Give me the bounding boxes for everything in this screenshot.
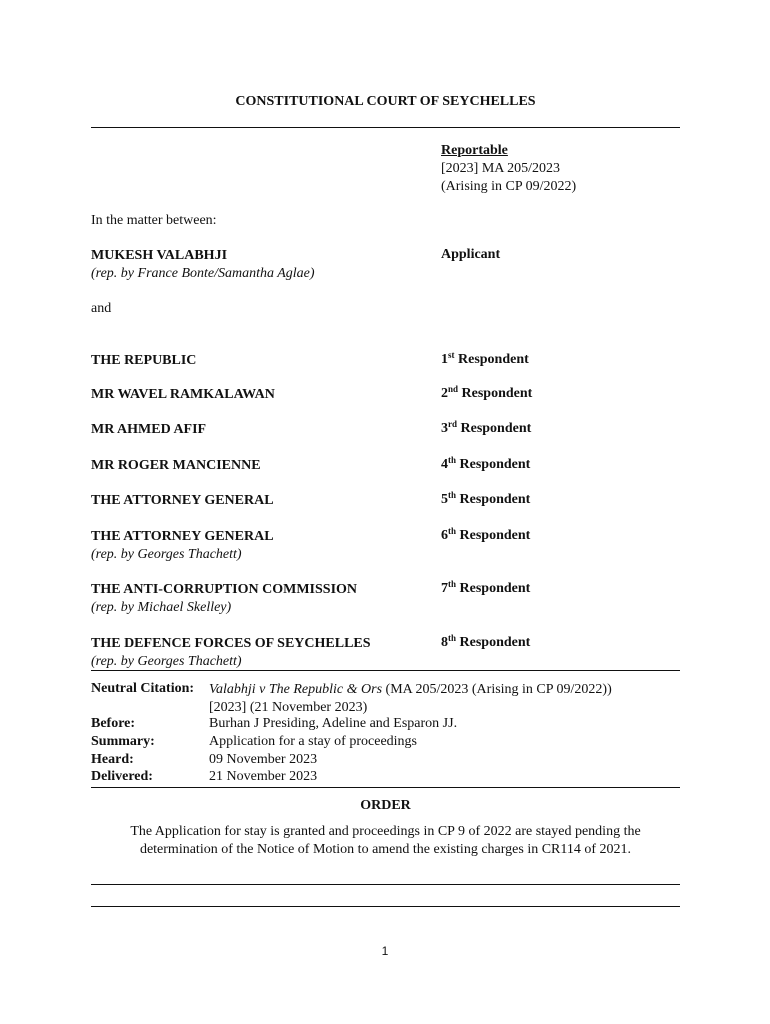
respondent-party xyxy=(91,421,206,439)
heard-label: Heard: xyxy=(91,752,134,767)
respondent-role xyxy=(441,492,530,508)
summary-label: Summary: xyxy=(91,734,155,749)
respondent-role xyxy=(441,352,529,368)
respondent-role-label: Respondent xyxy=(456,581,531,596)
court-title: CONSTITUTIONAL COURT OF SEYCHELLES xyxy=(235,94,536,109)
citation-value xyxy=(209,681,612,717)
respondent-party xyxy=(91,581,357,617)
respondent-party xyxy=(91,635,371,671)
respondent-role xyxy=(441,421,531,437)
reportable-label: Reportable xyxy=(441,143,508,158)
respondent-ordinal-suffix: rd xyxy=(448,419,457,429)
applicant-name: MUKESH VALABHJI xyxy=(91,248,228,263)
respondent-party xyxy=(91,528,274,564)
respondent-ordinal-suffix: th xyxy=(448,633,457,643)
and-separator: and xyxy=(91,301,112,316)
applicant-role: Applicant xyxy=(441,247,501,262)
respondent-ordinal: 5 xyxy=(441,492,448,507)
case-header xyxy=(441,142,576,196)
applicant-block xyxy=(91,247,315,283)
order-heading: ORDER xyxy=(360,798,411,813)
order-line-1: The Application for stay is granted and proceedings in CP 9 of 2022 are stayed pending the xyxy=(130,824,641,839)
order-text xyxy=(91,823,680,859)
case-number: [2023] MA 205/2023 xyxy=(441,161,560,176)
respondent-role-label: Respondent xyxy=(456,492,531,507)
respondent-ordinal: 2 xyxy=(441,386,448,401)
respondent-ordinal-suffix: th xyxy=(448,526,457,536)
heard-value: 09 November 2023 xyxy=(209,752,318,767)
respondent-name: THE ANTI-CORRUPTION COMMISSION xyxy=(91,582,358,597)
respondent-role-label: Respondent xyxy=(456,457,531,472)
respondent-name: MR WAVEL RAMKALAWAN xyxy=(91,387,275,402)
respondent-party xyxy=(91,457,261,475)
respondent-name: MR AHMED AFIF xyxy=(91,422,207,437)
respondent-role-label: Respondent xyxy=(454,352,529,367)
respondent-ordinal: 7 xyxy=(441,581,448,596)
respondent-ordinal-suffix: th xyxy=(448,579,457,589)
respondent-name: THE ATTORNEY GENERAL xyxy=(91,529,274,544)
respondent-ordinal: 8 xyxy=(441,635,448,650)
respondent-role-label: Respondent xyxy=(456,635,531,650)
citation-label: Neutral Citation: xyxy=(91,681,195,696)
title-divider xyxy=(91,127,680,128)
respondent-party xyxy=(91,352,196,370)
order-divider-top xyxy=(91,884,680,885)
delivered-value: 21 November 2023 xyxy=(209,769,318,784)
before-value: Burhan J Presiding, Adeline and Esparon JJ. xyxy=(209,716,458,731)
respondent-role xyxy=(441,528,530,544)
page-number: 1 xyxy=(381,944,389,958)
respondent-ordinal-suffix: st xyxy=(448,350,455,360)
respondent-role xyxy=(441,581,530,597)
respondent-role-label: Respondent xyxy=(456,528,531,543)
applicant-rep: (rep. by France Bonte/Samantha Aglae) xyxy=(91,266,315,281)
respondent-role xyxy=(441,386,532,402)
respondent-ordinal: 1 xyxy=(441,352,448,367)
citation-case-number: (MA 205/2023 (Arising in CP 09/2022)) xyxy=(382,682,612,697)
details-divider xyxy=(91,787,680,788)
parties-divider xyxy=(91,670,680,671)
respondent-name: THE DEFENCE FORCES OF SEYCHELLES xyxy=(91,636,371,651)
respondent-role xyxy=(441,457,530,473)
respondent-party xyxy=(91,492,274,510)
respondent-name: THE ATTORNEY GENERAL xyxy=(91,493,274,508)
order-line-2: determination of the Notice of Motion to amend the existing charges in CR114 of 2021. xyxy=(139,842,632,857)
respondent-rep: (rep. by Georges Thachett) xyxy=(91,547,242,562)
summary-value: Application for a stay of proceedings xyxy=(209,734,417,749)
respondent-ordinal-suffix: nd xyxy=(448,384,459,394)
respondent-ordinal-suffix: th xyxy=(448,455,457,465)
order-divider-bottom xyxy=(91,906,680,907)
arising-in: (Arising in CP 09/2022) xyxy=(441,179,577,194)
respondent-ordinal-suffix: th xyxy=(448,490,457,500)
respondent-role xyxy=(441,635,530,651)
citation-line2: [2023] (21 November 2023) xyxy=(209,700,368,715)
respondent-ordinal: 4 xyxy=(441,457,448,472)
respondent-name: THE REPUBLIC xyxy=(91,353,197,368)
citation-case-name: Valabhji v The Republic & Ors xyxy=(209,682,383,697)
respondent-role-label: Respondent xyxy=(458,386,533,401)
respondent-rep: (rep. by Georges Thachett) xyxy=(91,654,242,669)
delivered-label: Delivered: xyxy=(91,769,153,784)
respondent-party xyxy=(91,386,275,404)
matter-intro: In the matter between: xyxy=(91,213,217,228)
respondent-ordinal: 3 xyxy=(441,421,448,436)
respondent-ordinal: 6 xyxy=(441,528,448,543)
respondent-rep: (rep. by Michael Skelley) xyxy=(91,600,232,615)
respondent-role-label: Respondent xyxy=(457,421,532,436)
before-label: Before: xyxy=(91,716,136,731)
respondent-name: MR ROGER MANCIENNE xyxy=(91,458,261,473)
